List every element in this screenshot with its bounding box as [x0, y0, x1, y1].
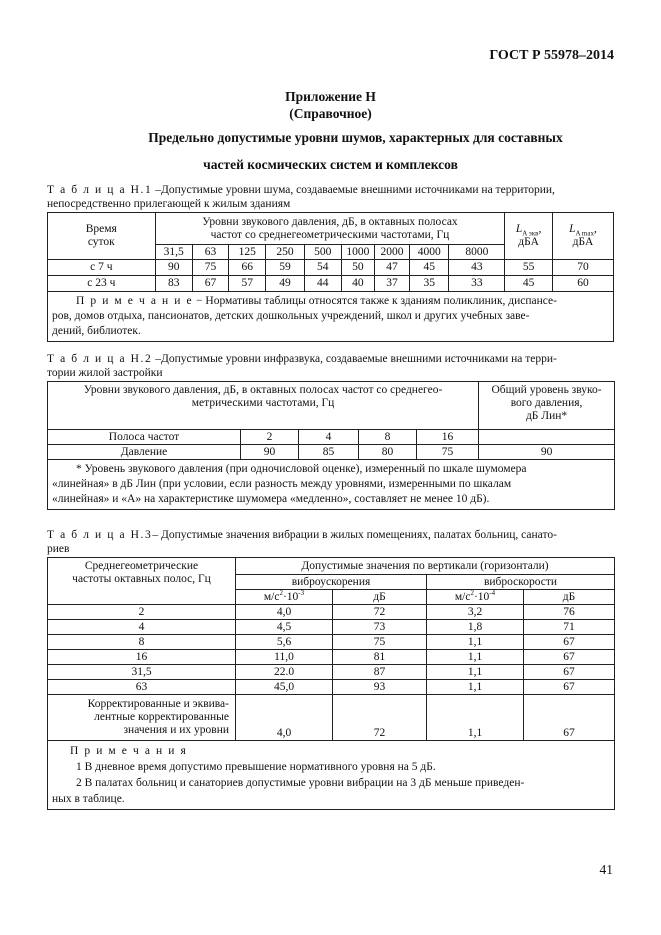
table3-accel: 45,0 — [236, 680, 333, 695]
table3-row — [48, 650, 615, 665]
table3-row — [48, 680, 615, 695]
table3-accel-db: 75 — [333, 635, 427, 650]
table1-cell: 67 — [192, 276, 228, 292]
table1-band-header-line1: Уровни звукового давления, дБ, в октавных полосах — [202, 215, 458, 228]
table1-caption-text-2: непосредственно прилегающей к жилым зданиям — [47, 198, 291, 210]
table3-note-2-cont: ных в таблице. — [52, 793, 125, 805]
table2-header-right-line1: Общий уровень звуко- — [491, 384, 602, 396]
table3-freq: 4 — [48, 620, 236, 635]
table3-accel-header: виброускорения — [236, 575, 427, 590]
table1-caption — [47, 183, 613, 211]
table1-row-label: с 23 ч — [48, 276, 156, 292]
table1-cell: 35 — [410, 276, 449, 292]
table1-band-header-line2: частот со среднегеометрическими частотами, Гц — [210, 228, 450, 241]
table3-accel: 4,5 — [236, 620, 333, 635]
table2-header-right-line3: дБ Лин* — [525, 410, 568, 422]
table2-cell: 75 — [417, 445, 479, 460]
table1-laeq-unit: дБА — [518, 236, 539, 248]
table3-caption-text: – Допустимые значения вибрации в жилых помещениях, палатах больниц, санато- — [152, 529, 557, 541]
table3-velocity-unit-sup: 2 — [470, 589, 474, 597]
table2-cell: 85 — [299, 445, 359, 460]
table1-note-label: П р и м е ч а н и е — [76, 295, 194, 307]
table3-vel: 1,1 — [427, 635, 524, 650]
table3-note-2: 2 В палатах больниц и санаториев допустимые уровни вибрации на 3 дБ меньше приведен- — [76, 777, 525, 789]
table2-total: 90 — [479, 445, 615, 460]
table3-corrected-accel: 4,0 — [236, 695, 333, 741]
table3-accel: 22.0 — [236, 665, 333, 680]
table1-cell: 40 — [341, 276, 374, 292]
table1-lamax-header: $L_{A max}$, дБА — [552, 213, 613, 260]
table1-freq: 125 — [229, 245, 266, 260]
table2-header-left — [48, 382, 479, 430]
table1-cell: 90 — [155, 260, 192, 276]
table1-laeq-header: $L_{A экв}$, дБА — [505, 213, 553, 260]
table2 — [47, 381, 615, 510]
table3-row — [48, 635, 615, 650]
table3-freq: 63 — [48, 680, 236, 695]
table3-vel-db: 67 — [524, 650, 615, 665]
table1-laeq-symbol: L — [515, 223, 523, 235]
table2-cell: 4 — [299, 430, 359, 445]
table3-freq: 2 — [48, 605, 236, 620]
table3-vel: 1,1 — [427, 680, 524, 695]
table1 — [47, 212, 614, 342]
table3-velocity-unit-base: м/с — [454, 590, 471, 603]
table3-accel-db: 87 — [333, 665, 427, 680]
table3-row — [48, 665, 615, 680]
table1-cell: 33 — [449, 276, 505, 292]
table1-cell: 47 — [374, 260, 409, 276]
table1-time-header-line2: суток — [87, 236, 115, 248]
table1-cell: 37 — [374, 276, 409, 292]
table3-freq: 16 — [48, 650, 236, 665]
table1-freq: 4000 — [410, 245, 449, 260]
table1-cell: 75 — [192, 260, 228, 276]
table1-cell: 54 — [304, 260, 341, 276]
table3-accel-unit — [236, 590, 333, 605]
table2-header-left-line2: метрическими частотами, Гц — [191, 397, 335, 409]
table1-row-label: с 7 ч — [48, 260, 156, 276]
table1-time-header-line1: Время — [85, 223, 117, 235]
table2-footnote-line2: «линейная» в дБ Лин (при условии, если разность между уровнями, измеренными по шкалам — [52, 478, 512, 490]
table3-corrected-vel: 1,1 — [427, 695, 524, 741]
table1-lamax-unit: дБА — [572, 236, 594, 248]
table2-cell: 2 — [241, 430, 299, 445]
table1-cell: 43 — [449, 260, 505, 276]
table3-vel: 3,2 — [427, 605, 524, 620]
appendix-subtitle: (Справочное) — [289, 106, 372, 121]
page-number: 41 — [599, 862, 613, 877]
table3-accel-db: 93 — [333, 680, 427, 695]
table3-vel-db: 67 — [524, 635, 615, 650]
table2-row-label: Давление — [48, 445, 241, 460]
table1-freq: 63 — [192, 245, 228, 260]
table1-cell: 50 — [341, 260, 374, 276]
table2-header-right — [479, 382, 615, 430]
table3-accel-db: 81 — [333, 650, 427, 665]
table3-corrected-label-line2: лентные корректированные — [94, 711, 229, 723]
table3-freq: 8 — [48, 635, 236, 650]
table1-cell: 45 — [410, 260, 449, 276]
table1-freq: 250 — [266, 245, 304, 260]
table1-freq: 31,5 — [155, 245, 192, 260]
table3-accel-unit-tail: ·10 — [282, 590, 299, 603]
table3-header-left-line2: частоты октавных полос, Гц — [72, 573, 211, 585]
table1-cell: 49 — [266, 276, 304, 292]
table3-corrected-label — [48, 695, 236, 741]
table3-note-1: 1 В дневное время допустимо превышение нормативного уровня на 5 дБ. — [76, 761, 436, 773]
table2-cell: 90 — [241, 445, 299, 460]
table2-footnote-line3: «линейная» и «А» на характеристике шумомера «медленно», составляет не менее 10 дБ). — [52, 493, 490, 505]
table3-header-left — [48, 558, 236, 605]
table1-cell: 57 — [229, 276, 266, 292]
table2-row-label: Полоса частот — [48, 430, 241, 445]
table3-velocity-header: виброскорости — [427, 575, 615, 590]
table1-laeq: 55 — [505, 260, 553, 276]
table3-caption-label: Т а б л и ц а Н.3 — [47, 529, 153, 541]
table1-lamax-symbol: L — [569, 223, 576, 235]
table3-vel-db: 76 — [524, 605, 615, 620]
table3-notes — [48, 741, 615, 810]
table3-caption-text-2: риев — [47, 543, 70, 555]
table1-cell: 44 — [304, 276, 341, 292]
table1-lamax-sub: A max — [575, 229, 594, 238]
table3-row — [48, 605, 615, 620]
appendix-heading-line2: частей космических систем и комплексов — [203, 157, 458, 172]
table3-notes-label: П р и м е ч а н и я — [70, 745, 188, 757]
table1-note — [48, 292, 614, 342]
table3-corrected-label-line1: Корректированные и эквива- — [87, 698, 229, 710]
table3-vel: 1,1 — [427, 650, 524, 665]
table2-cell: 8 — [359, 430, 417, 445]
table1-lamax: 60 — [552, 276, 613, 292]
table3-accel-unit-base: м/с — [263, 590, 280, 603]
table3-db-unit: дБ — [333, 590, 427, 605]
table3-vel-db: 67 — [524, 665, 615, 680]
table1-time-header — [48, 213, 156, 260]
table1-note-text-3: дений, библиотек. — [52, 325, 141, 337]
table3-accel-db: 73 — [333, 620, 427, 635]
table2-header-right-line2: вого давления, — [510, 397, 583, 409]
table3-accel: 11,0 — [236, 650, 333, 665]
appendix-heading-line1: Предельно допустимые уровни шумов, характерных для составных — [148, 130, 563, 145]
table3-corrected-label-line3: значения и их уровни — [123, 724, 229, 736]
table1-lamax: 70 — [552, 260, 613, 276]
table3 — [47, 557, 615, 810]
table2-caption-label: Т а б л и ц а Н.2 — [47, 353, 153, 365]
table3-accel-db: 72 — [333, 605, 427, 620]
table1-freq: 2000 — [374, 245, 409, 260]
table3-vel: 1,8 — [427, 620, 524, 635]
table1-freq: 500 — [304, 245, 341, 260]
table1-laeq-sub: A экв — [522, 229, 539, 238]
table3-header-main: Допустимые значения по вертикали (горизонтали) — [236, 558, 615, 575]
table1-cell: 59 — [266, 260, 304, 276]
table3-accel: 5,6 — [236, 635, 333, 650]
table3-header-left-line1: Среднегеометрические — [84, 560, 199, 572]
table1-laeq: 45 — [505, 276, 553, 292]
table3-caption — [47, 528, 613, 556]
table3-velocity-unit-exp: -4 — [489, 589, 496, 597]
table1-note-text: − Нормативы таблицы относятся также к зданиям поликлиник, диспансе- — [193, 295, 557, 307]
table2-caption-text: –Допустимые уровни инфразвука, создаваемые внешними источниками на терри- — [152, 353, 557, 365]
standard-number: ГОСТ Р 55978–2014 — [489, 48, 614, 63]
table3-accel: 4,0 — [236, 605, 333, 620]
table1-band-header — [155, 213, 505, 245]
table2-footnote — [48, 460, 615, 510]
table3-accel-unit-sup: 2 — [279, 589, 283, 597]
table3-vel-db: 71 — [524, 620, 615, 635]
table3-vel-db: 67 — [524, 680, 615, 695]
table2-caption — [47, 352, 613, 380]
table3-row — [48, 620, 615, 635]
table1-cell: 66 — [229, 260, 266, 276]
table3-freq: 31,5 — [48, 665, 236, 680]
table1-note-text-2: ров, домов отдыха, пансионатов, детских дошкольных учреждений, школ и других учебных заве- — [52, 310, 530, 322]
table1-caption-text: –Допустимые уровни шума, создаваемые внешними источниками на территории, — [152, 184, 555, 196]
table3-accel-unit-exp: -3 — [298, 589, 305, 597]
table2-header-left-line1: Уровни звукового давления, дБ, в октавных полосах частот со среднегео- — [83, 384, 443, 396]
table2-cell: 16 — [417, 430, 479, 445]
table1-row — [48, 260, 614, 276]
table3-corrected-vel-db: 67 — [524, 695, 615, 741]
table3-corrected-accel-db: 72 — [333, 695, 427, 741]
table2-footnote-line1: * Уровень звукового давления (при одночисловой оценке), измеренный по шкале шумомера — [76, 463, 527, 475]
table3-velocity-unit — [427, 590, 524, 605]
table1-cell: 83 — [155, 276, 192, 292]
table2-caption-text-2: тории жилой застройки — [47, 367, 163, 379]
table3-db-unit: дБ — [524, 590, 615, 605]
table1-freq: 1000 — [341, 245, 374, 260]
table2-cell-empty — [479, 430, 615, 445]
table1-caption-label: Т а б л и ц а Н.1 — [47, 184, 153, 196]
table3-velocity-unit-tail: ·10 — [473, 590, 490, 603]
table1-freq: 8000 — [449, 245, 505, 260]
table3-vel: 1,1 — [427, 665, 524, 680]
table1-row — [48, 276, 614, 292]
table2-cell: 80 — [359, 445, 417, 460]
appendix-title: Приложение Н — [285, 89, 376, 104]
